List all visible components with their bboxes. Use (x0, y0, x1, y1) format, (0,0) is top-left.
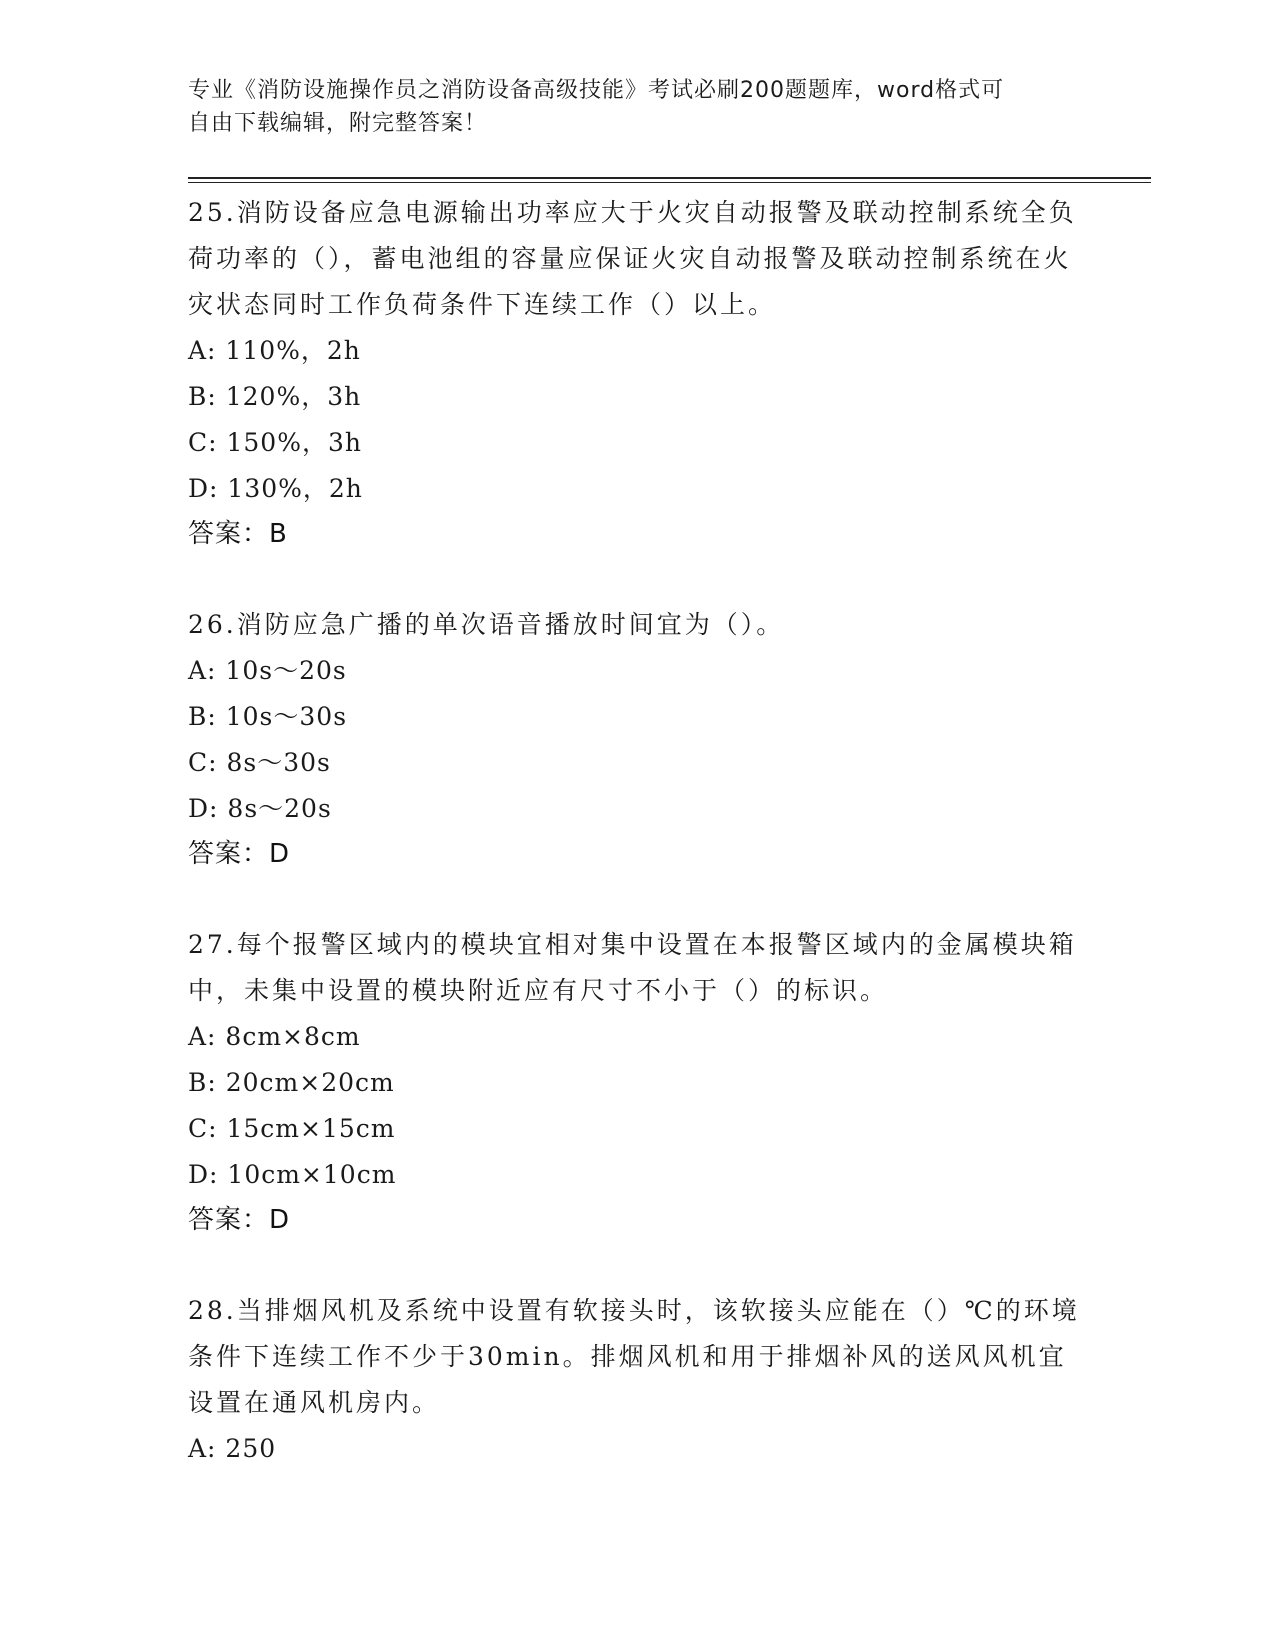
option-d: D: 10cm×10cm (188, 1160, 397, 1189)
header-line-1: 专业《消防设施操作员之消防设备高级技能》考试必刷200题题库，word格式可 (188, 78, 1005, 103)
document-header (188, 74, 1068, 140)
header-line-2: 自由下载编辑，附完整答案！ (188, 111, 488, 136)
question-stem: 27.每个报警区域内的模块宜相对集中设置在本报警区域内的金属模块箱中，未集中设置的模块附近应有尺寸不小于（）的标识。 (188, 930, 1077, 1005)
answer: 答案：D (188, 839, 291, 869)
question-stem: 25.消防设备应急电源输出功率应大于火灾自动报警及联动控制系统全负荷功率的（），蓄电池组的容量应保证火灾自动报警及联动控制系统在火灾状态同时工作负荷条件下连续工作（）以上。 (188, 198, 1077, 319)
question-26 (188, 602, 1088, 876)
option-c: C: 15cm×15cm (188, 1114, 396, 1143)
question-stem: 28.当排烟风机及系统中设置有软接头时，该软接头应能在（）℃的环境条件下连续工作不少于30min。排烟风机和用于排烟补风的送风风机宜设置在通风机房内。 (188, 1296, 1080, 1417)
option-a: A: 110%，2h (188, 336, 361, 365)
option-c: C: 150%，3h (188, 428, 362, 457)
option-a: A: 250 (188, 1434, 277, 1463)
header-divider-thick (188, 177, 1151, 179)
question-stem: 26.消防应急广播的单次语音播放时间宜为（）。 (188, 610, 785, 639)
question-25 (188, 190, 1088, 556)
question-28 (188, 1288, 1088, 1472)
option-b: B: 120%，3h (188, 382, 362, 411)
option-c: C: 8s～30s (188, 748, 331, 777)
option-d: D: 130%，2h (188, 474, 363, 503)
option-a: A: 10s～20s (188, 656, 347, 685)
header-divider-thin (188, 182, 1151, 183)
question-list (188, 190, 1088, 1518)
answer: 答案：B (188, 519, 288, 549)
option-a: A: 8cm×8cm (188, 1022, 361, 1051)
answer: 答案：D (188, 1205, 291, 1235)
option-b: B: 20cm×20cm (188, 1068, 395, 1097)
question-27 (188, 922, 1088, 1242)
option-b: B: 10s～30s (188, 702, 348, 731)
option-d: D: 8s～20s (188, 794, 332, 823)
